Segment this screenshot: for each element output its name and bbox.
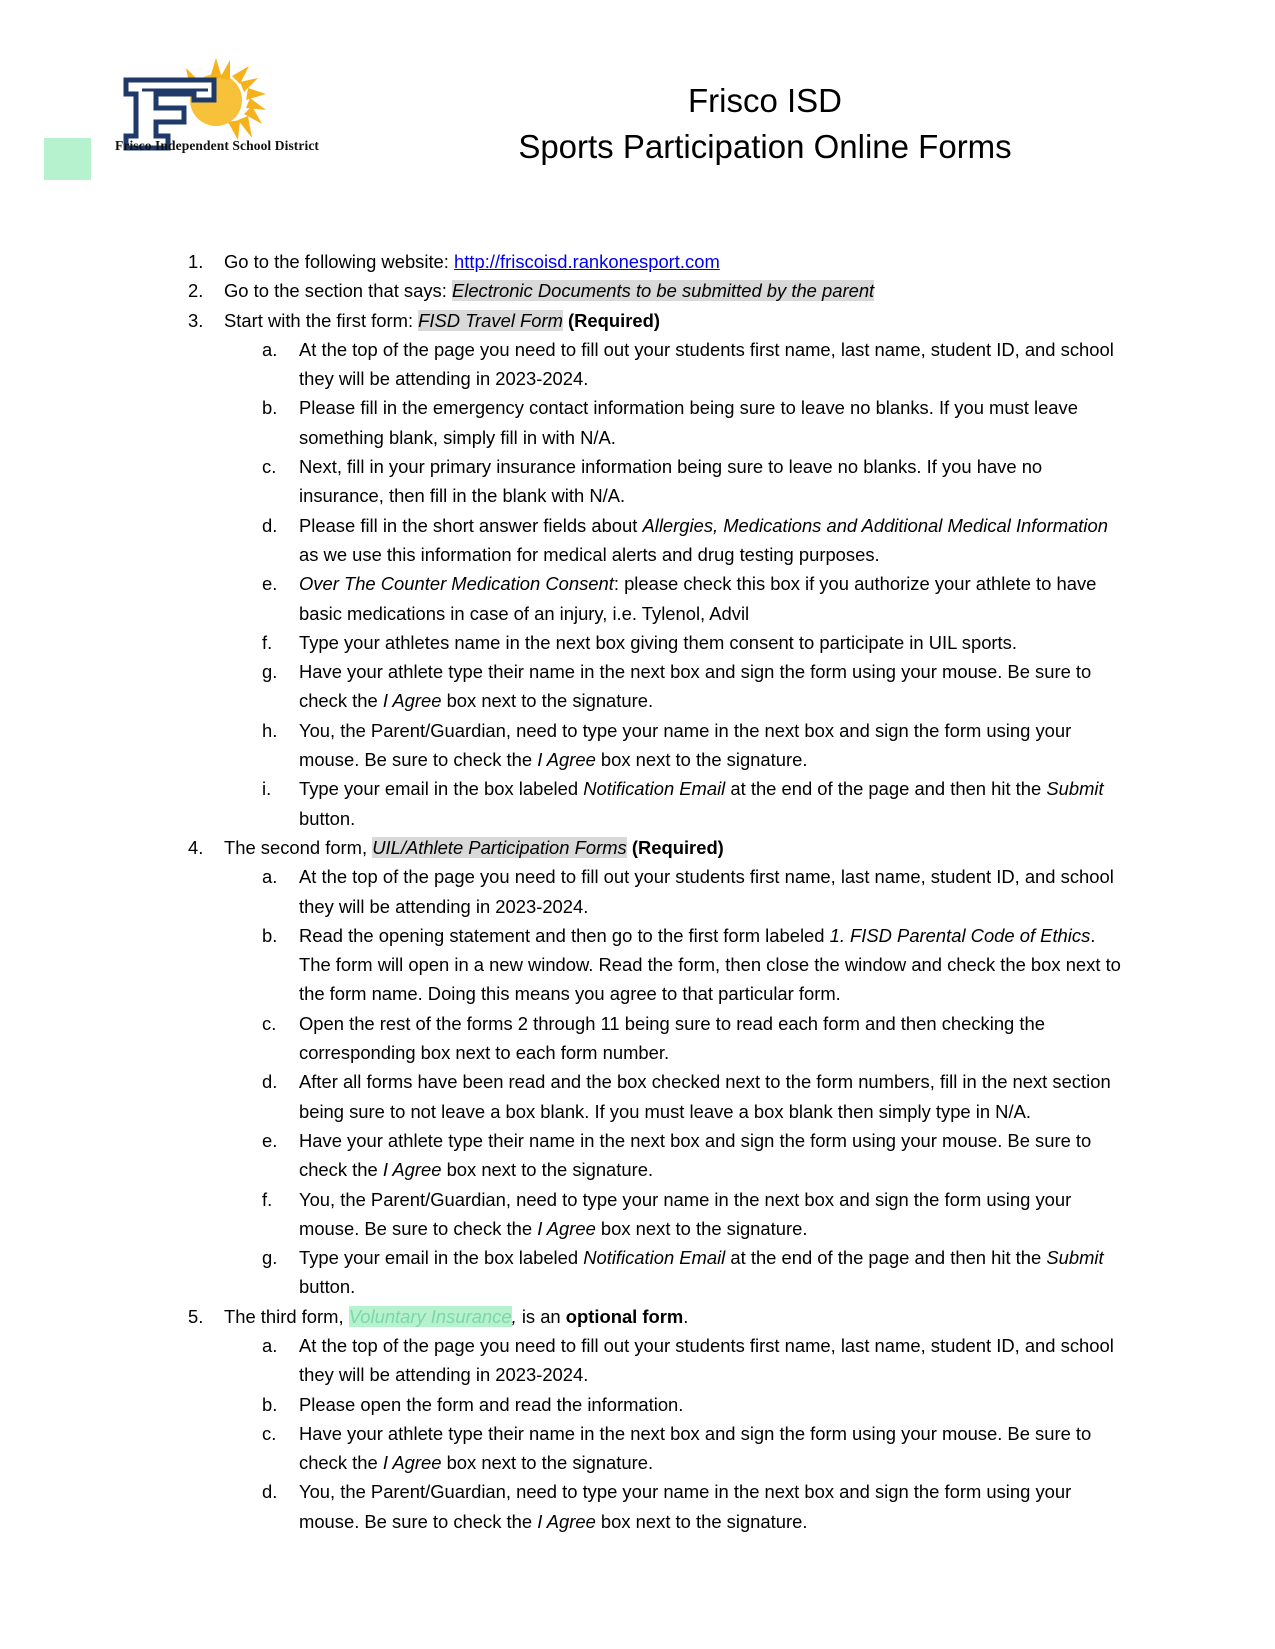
step-text: The third form, <box>224 1305 349 1327</box>
step-2 <box>170 276 1130 305</box>
emphasis: I Agree <box>537 1510 596 1532</box>
page-title <box>490 78 1040 170</box>
substep-letter: c. <box>262 1012 277 1034</box>
substep-text: at the end of the page and then hit the <box>725 1247 1047 1269</box>
substep-letter: b. <box>262 924 278 946</box>
substep-letter: e. <box>262 1129 278 1151</box>
substep-letter: d. <box>262 514 278 536</box>
title-line-2: Sports Participation Online Forms <box>518 128 1012 165</box>
step-4 <box>170 833 1130 1302</box>
emphasis: I Agree <box>382 690 442 712</box>
emphasis: Allergies, Medications and Additional Medical Information <box>642 514 1108 536</box>
emphasis: I Agree <box>537 1217 596 1239</box>
accent-square <box>44 138 91 180</box>
step-number: 1. <box>188 251 204 272</box>
title-line-1: Frisco ISD <box>687 82 842 119</box>
substep <box>224 1185 1130 1244</box>
emphasis: 1. FISD Parental Code of Ethics <box>829 924 1091 946</box>
step-number: 3. <box>188 309 204 331</box>
form-name-highlight: UIL/Athlete Participation Forms <box>372 836 627 858</box>
substep-text: Open the rest of the forms 2 through 11 being sure to read each form and then checking the corresponding box next to each form number. <box>299 1012 1045 1064</box>
step-text: The second form, <box>224 836 373 858</box>
substep <box>224 774 1130 833</box>
substep <box>224 393 1130 452</box>
substep <box>224 716 1130 775</box>
substep-letter: c. <box>262 456 277 478</box>
emphasis: Over The Counter Medication Consent <box>299 573 614 595</box>
substep-text: You, the Parent/Guardian, need to type your name in the next box and sign the form using your mouse. Be sure to check the <box>299 719 1072 771</box>
step-text: Go to the following website: <box>224 251 455 272</box>
substep-list <box>224 335 1130 833</box>
substep-text: You, the Parent/Guardian, need to type your name in the next box and sign the form using your mouse. Be sure to check the <box>299 1481 1072 1532</box>
step-1 <box>170 247 1130 276</box>
substep-letter: e. <box>262 573 278 595</box>
substep-letter: f. <box>262 631 273 653</box>
substep-text: At the top of the page you need to fill out your students first name, last name, student ID, and school they will be attending in 2023-2024. <box>299 866 1114 917</box>
substep <box>224 657 1130 716</box>
step-number: 4. <box>188 836 204 858</box>
substep-list <box>224 1331 1130 1536</box>
substep-letter: b. <box>262 1393 278 1415</box>
substep-text: box next to the signature. <box>595 1510 808 1532</box>
substep <box>224 335 1130 394</box>
step-text: is an <box>516 1305 566 1327</box>
substep-text: : please check this box if you authorize your athlete to have basic medications in case of an injury, i.e. Tylenol, Advil <box>299 573 1097 624</box>
substep <box>224 862 1130 921</box>
substep-text: You, the Parent/Guardian, need to type your name in the next box and sign the form using your mouse. Be sure to check the <box>299 1188 1072 1239</box>
substep-letter: a. <box>262 338 278 360</box>
substep-text: at the end of the page and then hit the <box>725 778 1047 800</box>
substep <box>224 1126 1130 1185</box>
substep-text: as we use this information for medical alerts and drug testing purposes. <box>299 543 880 565</box>
section-name-highlight: Electronic Documents to be submitted by the parent <box>451 280 875 302</box>
step-number: 5. <box>188 1305 204 1327</box>
substep-text: box next to the signature. <box>441 1159 654 1181</box>
form-name-highlight: FISD Travel Form <box>418 309 563 331</box>
substep-text: Type your athletes name in the next box giving them consent to participate in UIL sports. <box>299 631 1017 653</box>
step-3 <box>170 306 1130 833</box>
substep <box>224 1331 1130 1390</box>
emphasis: I Agree <box>537 749 596 771</box>
substep-text: Type your email in the box labeled <box>299 1247 584 1269</box>
emphasis: I Agree <box>382 1159 442 1181</box>
substep-text: button. <box>299 1276 356 1298</box>
emphasis: I Agree <box>382 1452 442 1474</box>
step-5 <box>170 1302 1130 1536</box>
substep-letter: g. <box>262 1247 278 1269</box>
substep <box>224 1009 1130 1068</box>
substep <box>224 1390 1130 1419</box>
substep-text: Please open the form and read the information. <box>299 1393 684 1415</box>
substep <box>224 921 1130 1009</box>
substep-text: Have your athlete type their name in the next box and sign the form using your mouse. Be sure to check the <box>299 1422 1092 1474</box>
substep <box>224 569 1130 628</box>
substep-text: Type your email in the box labeled <box>299 778 584 800</box>
step-number: 2. <box>188 280 204 302</box>
emphasis: , <box>511 1305 517 1327</box>
substep-letter: a. <box>262 1334 278 1356</box>
substep-text: box next to the signature. <box>441 1452 654 1474</box>
substep-text: After all forms have been read and the box checked next to the form numbers, fill in the next section being sure to not leave a box blank. If you must leave a box blank then simply type in N/A. <box>299 1071 1111 1122</box>
substep <box>224 511 1130 570</box>
substep-letter: i. <box>262 778 272 800</box>
substep-text: Please fill in the emergency contact information being sure to leave no blanks. If you must leave something blank, simply fill in with N/A. <box>299 397 1078 448</box>
substep-text: At the top of the page you need to fill out your students first name, last name, student ID, and school they will be attending in 2023-2024. <box>299 338 1114 390</box>
substep-letter: d. <box>262 1481 278 1503</box>
substep-text: box next to the signature. <box>441 690 654 712</box>
substep-text: Next, fill in your primary insurance information being sure to leave no blanks. If you have no insurance, then fill in the blank with N/A. <box>299 456 1043 507</box>
substep <box>224 1243 1130 1302</box>
required-label: (Required) <box>626 836 724 858</box>
logo-caption: Frisco Independent School District <box>115 138 320 153</box>
form-name-highlight: Voluntary Insurance <box>348 1305 512 1327</box>
substep-letter: f. <box>262 1188 273 1210</box>
substep-letter: a. <box>262 866 278 888</box>
substep-letter: h. <box>262 719 278 741</box>
optional-label: optional form <box>565 1305 684 1327</box>
step-text: Start with the first form: <box>224 309 419 331</box>
substep-text: . The form will open in a new window. Read the form, then close the window and check the box next to the form name. Doing this means you agree to that particular form. <box>299 924 1121 1005</box>
instructions <box>170 247 1130 1536</box>
emphasis: Submit <box>1046 778 1104 800</box>
step-text: Go to the section that says: <box>224 280 452 302</box>
substep <box>224 1419 1130 1478</box>
substep-text: box next to the signature. <box>595 1217 808 1239</box>
emphasis: Submit <box>1046 1247 1104 1269</box>
emphasis: Notification Email <box>583 1247 726 1269</box>
substep-letter: b. <box>262 397 278 419</box>
substep-list <box>224 862 1130 1301</box>
required-label: (Required) <box>562 309 660 331</box>
substep-letter: c. <box>262 1422 277 1444</box>
substep <box>224 1067 1130 1126</box>
substep <box>224 628 1130 657</box>
step-list <box>170 247 1130 1536</box>
substep-text: Have your athlete type their name in the next box and sign the form using your mouse. Be sure to check the <box>299 1129 1092 1181</box>
substep <box>224 452 1130 511</box>
website-link[interactable]: http://friscoisd.rankonesport.com <box>454 251 720 272</box>
substep-text: box next to the signature. <box>595 749 808 771</box>
emphasis: Notification Email <box>583 778 726 800</box>
substep-text: At the top of the page you need to fill out your students first name, last name, student ID, and school they will be attending in 2023-2024. <box>299 1334 1114 1386</box>
substep-text: Have your athlete type their name in the next box and sign the form using your mouse. Be sure to check the <box>299 661 1092 712</box>
substep-letter: d. <box>262 1071 278 1093</box>
substep-letter: g. <box>262 661 278 683</box>
step-text: . <box>683 1305 689 1327</box>
substep-text: Read the opening statement and then go to the first form labeled <box>299 924 830 946</box>
substep-text: button. <box>299 807 356 829</box>
substep <box>224 1477 1130 1536</box>
substep-text: Please fill in the short answer fields about <box>299 514 643 536</box>
